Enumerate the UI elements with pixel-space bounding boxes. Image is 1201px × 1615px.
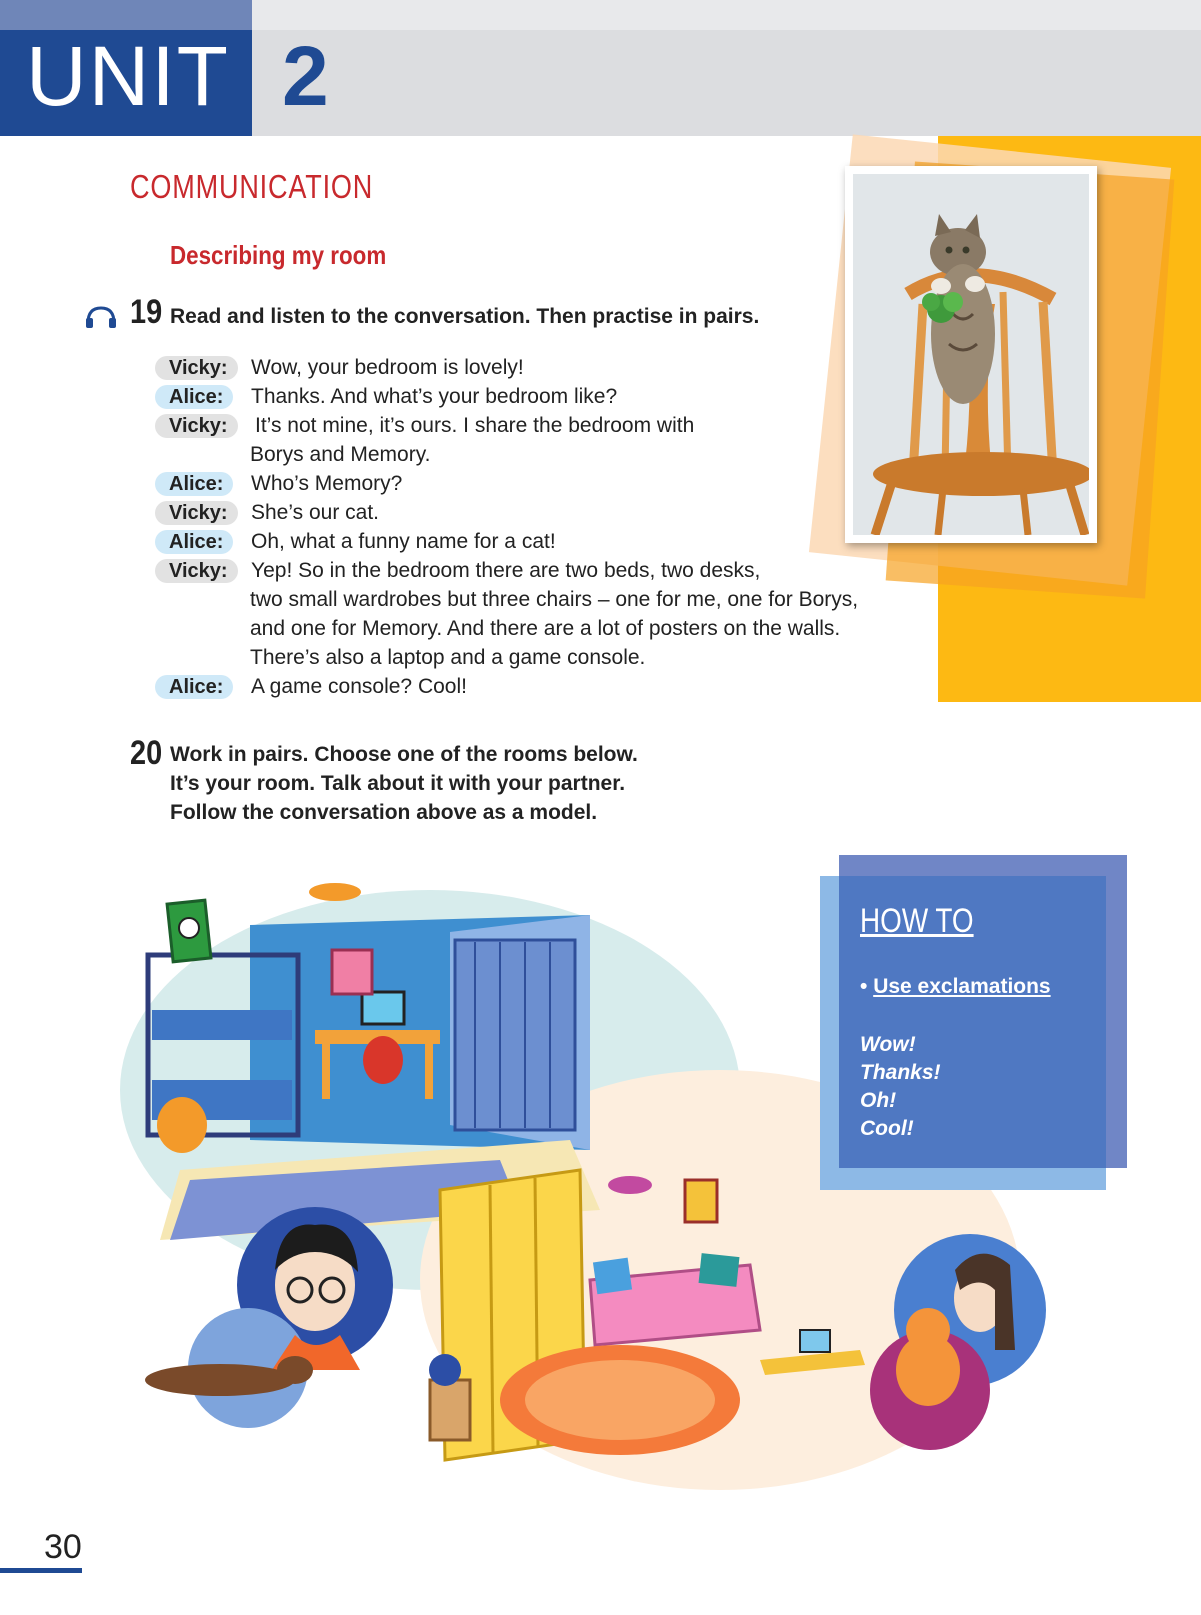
exercise-instruction-line: Follow the conversation above as a model. [170, 801, 598, 824]
page-number: 30 [44, 1528, 82, 1566]
section-title: COMMUNICATION [130, 168, 374, 205]
unit-label: UNIT [26, 29, 230, 123]
howto-bullet-label: Use exclamations [873, 975, 1051, 998]
lesson-subheading: Describing my room [170, 240, 387, 270]
dialogue-text: Yep! So in the bedroom there are two beds, two desks, [251, 559, 761, 582]
speaker-label: Alice: [155, 530, 233, 554]
dialogue-text: A game console? Cool! [251, 675, 467, 698]
exercise-instruction: Read and listen to the conversation. Then practise in pairs. [170, 305, 760, 328]
headphones-icon[interactable] [84, 305, 118, 334]
exercise-number: 20 [130, 734, 163, 772]
exercise-instruction-line: It’s your room. Talk about it with your partner. [170, 772, 626, 795]
speaker-label: Vicky: [155, 414, 238, 438]
speaker-label: Alice: [155, 472, 233, 496]
page-number-rule [0, 1568, 82, 1573]
dialogue-text: She’s our cat. [251, 501, 380, 524]
cat-on-chair-photo [845, 166, 1097, 543]
howto-title: HOW TO [860, 902, 974, 940]
exercise-instruction-line: Work in pairs. Choose one of the rooms below. [170, 743, 638, 766]
dialogue-text: two small wardrobes but three chairs – one for me, one for Borys, [250, 588, 859, 611]
unit-number: 2 [282, 29, 329, 123]
howto-example: Wow! [860, 1033, 916, 1056]
dialogue-text: and one for Memory. And there are a lot of posters on the walls. [250, 617, 841, 640]
dialogue-text: Borys and Memory. [250, 443, 431, 466]
speaker-label: Vicky: [155, 356, 238, 380]
howto-example: Cool! [860, 1117, 914, 1140]
dialogue-text: Thanks. And what’s your bedroom like? [251, 385, 618, 408]
howto-example: Thanks! [860, 1061, 941, 1084]
photo-image [853, 174, 1089, 535]
howto-example: Oh! [860, 1089, 897, 1112]
cat-chair-illustration [853, 174, 1089, 535]
speaker-label: Alice: [155, 385, 233, 409]
dialogue-text: Oh, what a funny name for a cat! [251, 530, 556, 553]
dialogue-text: It’s not mine, it’s ours. I share the bedroom with [255, 414, 695, 437]
howto-bullet: • Use exclamations [860, 975, 1051, 998]
speaker-label: Vicky: [155, 501, 238, 525]
dialogue-text: Wow, your bedroom is lovely! [251, 356, 524, 379]
speaker-label: Vicky: [155, 559, 238, 583]
dialogue-text: Who’s Memory? [251, 472, 403, 495]
exercise-number: 19 [130, 293, 163, 331]
speaker-label: Alice: [155, 675, 233, 699]
dialogue-text: There’s also a laptop and a game console. [250, 646, 646, 669]
